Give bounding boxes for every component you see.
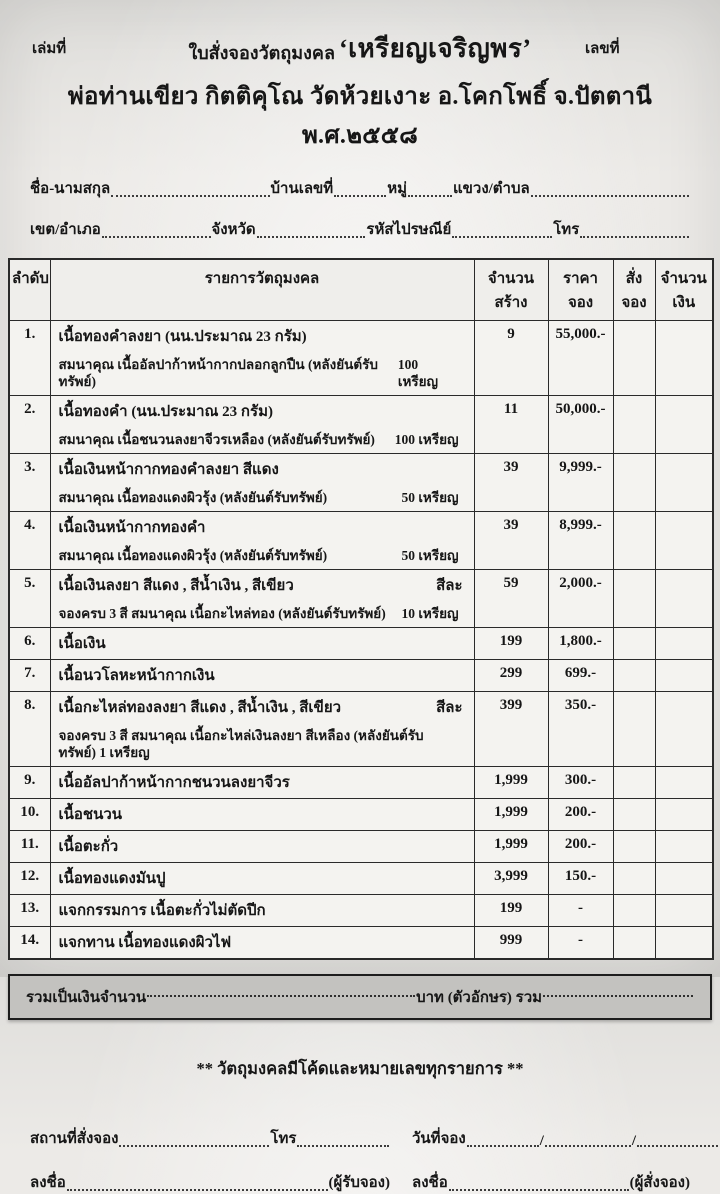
total-sum-fill-line xyxy=(543,995,693,997)
date-separator-1: / xyxy=(539,1133,544,1149)
table-row xyxy=(9,927,713,960)
row-price: 50,000.- xyxy=(548,396,613,454)
province-fill-line xyxy=(257,236,366,238)
row-item-cell xyxy=(50,570,474,628)
row-amount-cell xyxy=(655,628,713,660)
row-number: 1. xyxy=(9,321,50,396)
date-month-fill-line xyxy=(545,1145,631,1147)
house-no-fill-line xyxy=(334,195,386,197)
name-fill-line xyxy=(111,195,269,197)
row-price: 150.- xyxy=(548,863,613,895)
row-price: - xyxy=(548,927,613,960)
row-item-name: เนื้อชนวน xyxy=(58,807,123,823)
order-table-body xyxy=(9,321,713,960)
row-item-name: เนื้อนวโลหะหน้ากากเงิน xyxy=(58,668,215,684)
row-item-cell xyxy=(50,767,474,799)
postcode-fill-line xyxy=(452,236,552,238)
row-number: 12. xyxy=(9,863,50,895)
row-made-count: 39 xyxy=(474,512,548,570)
subdistrict-fill-line xyxy=(531,195,689,197)
row-number: 3. xyxy=(9,454,50,512)
order-place-label: สถานที่สั่งจอง xyxy=(30,1131,119,1147)
row-item-name: เนื้อกะไหล่ทองลงยา สีแดง , สีน้ำเงิน , สีเขียว xyxy=(58,700,342,716)
row-item-cell xyxy=(50,512,474,570)
row-price: 9,999.- xyxy=(548,454,613,512)
table-row xyxy=(9,767,713,799)
row-item-name: เนื้อทองคำ (นน.ประมาณ 23 กรัม) xyxy=(58,404,273,420)
form-title-text: ใบสั่งจองวัตถุมงคล xyxy=(188,43,335,63)
row-number: 5. xyxy=(9,570,50,628)
province-label: จังหวัด xyxy=(211,222,256,238)
row-item-cell xyxy=(50,799,474,831)
row-item-cell xyxy=(50,660,474,692)
row-item-name: เนื้อเงินหน้ากากทองคำ xyxy=(58,520,206,536)
col-header-amount: จำนวนเงิน xyxy=(655,259,713,321)
row-item-name: แจกกรรมการ เนื้อตะกั่วไม่ตัดปีก xyxy=(58,903,266,919)
row-made-count: 299 xyxy=(474,660,548,692)
phone-label: โทร xyxy=(553,222,580,238)
row-order-qty-cell xyxy=(613,799,655,831)
footer-phone-fill-line xyxy=(297,1145,389,1147)
row-made-count: 999 xyxy=(474,927,548,960)
order-table xyxy=(8,258,714,960)
row-bonus-count: 100 เหรียญ xyxy=(397,357,439,389)
row-price: 699.- xyxy=(548,660,613,692)
row-item-cell xyxy=(50,895,474,927)
row-item-name: เนื้อทองแดงมันปู xyxy=(58,871,166,887)
row-number: 6. xyxy=(9,628,50,660)
buyer-info-fields xyxy=(30,176,690,241)
table-row xyxy=(9,863,713,895)
row-bonus-note: จองครบ 3 สี สมนาคุณ เนื้อกะไหล่ทอง (หลังยันต์รับทรัพย์) xyxy=(58,606,386,621)
row-item-name: เนื้อเงิน xyxy=(58,636,106,652)
receiver-role-label: (ผู้รับจอง) xyxy=(328,1175,390,1191)
row-item-cell xyxy=(50,863,474,895)
form-header xyxy=(8,22,712,64)
row-item-right-note: สีละ xyxy=(436,578,463,594)
row-bonus-note: จองครบ 3 สี สมนาคุณ เนื้อกะไหล่เงินลงยา สีเหลือง (หลังยันต์รับทรัพย์) 1 เหรียญ xyxy=(58,728,424,760)
row-bonus-count: 50 เหรียญ xyxy=(401,490,459,505)
row-number: 14. xyxy=(9,927,50,960)
order-place-fill-line xyxy=(119,1145,269,1147)
order-place-line xyxy=(30,1126,390,1150)
row-order-qty-cell xyxy=(613,767,655,799)
table-row xyxy=(9,454,713,512)
row-made-count: 9 xyxy=(474,321,548,396)
book-no-label: เล่มที่ xyxy=(32,41,67,57)
buyer-info-line-1 xyxy=(30,176,690,200)
row-price: 200.- xyxy=(548,831,613,863)
orderer-sign-label: ลงชื่อ xyxy=(412,1175,448,1191)
house-no-label: บ้านเลขที่ xyxy=(270,181,334,197)
row-bonus-note: สมนาคุณ เนื้อชนวนลงยาจีวรเหลือง (หลังยันต์รับทรัพย์) xyxy=(58,432,375,447)
row-item-name: เนื้อทองคำลงยา (นน.ประมาณ 23 กรัม) xyxy=(58,329,307,345)
row-item-name: เนื้อเงินหน้ากากทองคำลงยา สีแดง xyxy=(58,462,279,478)
postcode-label: รหัสไปรษณีย์ xyxy=(366,222,452,238)
row-item-cell xyxy=(50,628,474,660)
table-row xyxy=(9,512,713,570)
row-item-cell xyxy=(50,454,474,512)
row-price: 300.- xyxy=(548,767,613,799)
form-footer xyxy=(30,1126,690,1194)
table-row xyxy=(9,660,713,692)
row-amount-cell xyxy=(655,895,713,927)
row-item-name: เนื้ออัลปาก้าหน้ากากชนวนลงยาจีวร xyxy=(58,775,290,791)
col-header-order-qty: สั่งจอง xyxy=(613,259,655,321)
receiver-sign-line xyxy=(30,1170,390,1194)
col-header-item: รายการวัตถุมงคล xyxy=(50,259,474,321)
row-number: 11. xyxy=(9,831,50,863)
footer-phone-label: โทร xyxy=(270,1131,297,1147)
row-amount-cell xyxy=(655,454,713,512)
total-baht-label: บาท (ตัวอักษร) รวม xyxy=(416,990,542,1006)
row-made-count: 39 xyxy=(474,454,548,512)
row-order-qty-cell xyxy=(613,321,655,396)
order-date-line xyxy=(412,1126,690,1150)
row-made-count: 199 xyxy=(474,628,548,660)
orderer-role-label: (ผู้สั่งจอง) xyxy=(629,1175,690,1191)
row-amount-cell xyxy=(655,863,713,895)
buyer-info-line-2 xyxy=(30,217,690,241)
table-row xyxy=(9,799,713,831)
row-order-qty-cell xyxy=(613,660,655,692)
row-made-count: 199 xyxy=(474,895,548,927)
row-price: 55,000.- xyxy=(548,321,613,396)
receiver-sign-fill-line xyxy=(67,1189,328,1191)
row-item-name: เนื้อเงินลงยา สีแดง , สีน้ำเงิน , สีเขียว xyxy=(58,578,294,594)
row-bonus-count: 50 เหรียญ xyxy=(401,548,459,563)
row-number: 4. xyxy=(9,512,50,570)
table-row xyxy=(9,321,713,396)
code-note: ** วัตถุมงคลมีโค้ดและหมายเลขทุกรายการ ** xyxy=(196,1059,524,1078)
coin-name: ‘เหรียญเจริญพร’ xyxy=(339,34,532,63)
row-price: 2,000.- xyxy=(548,570,613,628)
row-price: - xyxy=(548,895,613,927)
row-order-qty-cell xyxy=(613,628,655,660)
date-separator-2: / xyxy=(631,1133,637,1149)
row-amount-cell xyxy=(655,570,713,628)
row-bonus-note: สมนาคุณ เนื้อทองแดงผิวรุ้ง (หลังยันต์รับทรัพย์) xyxy=(58,490,328,505)
row-made-count: 3,999 xyxy=(474,863,548,895)
table-row xyxy=(9,895,713,927)
row-price: 8,999.- xyxy=(548,512,613,570)
row-number: 10. xyxy=(9,799,50,831)
row-price: 200.- xyxy=(548,799,613,831)
moo-label: หมู่ xyxy=(387,181,407,197)
date-day-fill-line xyxy=(467,1145,539,1147)
row-amount-cell xyxy=(655,692,713,767)
row-amount-cell xyxy=(655,660,713,692)
row-item-cell xyxy=(50,321,474,396)
row-item-right-note: สีละ xyxy=(436,700,463,716)
row-number: 2. xyxy=(9,396,50,454)
temple-subtitle: พ่อท่านเขียว กิตติคุโณ วัดห้วยเงาะ อ.โคกโพธิ์ จ.ปัตตานี พ.ศ.๒๕๕๘ xyxy=(67,84,653,149)
row-order-qty-cell xyxy=(613,895,655,927)
row-item-name: เนื้อตะกั่ว xyxy=(58,839,119,855)
receiver-sign-label: ลงชื่อ xyxy=(30,1175,66,1191)
row-made-count: 1,999 xyxy=(474,831,548,863)
row-bonus-note: สมนาคุณ เนื้อทองแดงผิวรุ้ง (หลังยันต์รับทรัพย์) xyxy=(58,548,328,563)
row-order-qty-cell xyxy=(613,927,655,960)
total-amount-fill-line xyxy=(147,995,415,997)
row-order-qty-cell xyxy=(613,831,655,863)
row-made-count: 399 xyxy=(474,692,548,767)
subdistrict-label: แขวง/ตำบล xyxy=(452,181,530,197)
col-header-index: ลำดับ xyxy=(9,259,50,321)
row-bonus-count: 100 เหรียญ xyxy=(394,432,459,447)
name-label: ชื่อ-นามสกุล xyxy=(30,181,111,197)
doc-no-label: เลขที่ xyxy=(585,41,620,57)
row-order-qty-cell xyxy=(613,692,655,767)
row-order-qty-cell xyxy=(613,570,655,628)
phone-fill-line xyxy=(580,236,689,238)
row-amount-cell xyxy=(655,396,713,454)
row-made-count: 11 xyxy=(474,396,548,454)
row-item-cell xyxy=(50,831,474,863)
row-price: 1,800.- xyxy=(548,628,613,660)
district-label: เขต/อำเภอ xyxy=(30,222,101,238)
orderer-sign-line xyxy=(412,1170,690,1194)
col-header-made-count: จำนวนสร้าง xyxy=(474,259,548,321)
col-header-price: ราคาจอง xyxy=(548,259,613,321)
row-made-count: 1,999 xyxy=(474,767,548,799)
row-amount-cell xyxy=(655,767,713,799)
date-year-fill-line xyxy=(637,1145,720,1147)
row-made-count: 59 xyxy=(474,570,548,628)
row-order-qty-cell xyxy=(613,396,655,454)
table-row xyxy=(9,831,713,863)
row-number: 9. xyxy=(9,767,50,799)
row-number: 7. xyxy=(9,660,50,692)
moo-fill-line xyxy=(408,195,452,197)
row-bonus-note: สมนาคุณ เนื้ออัลปาก้าหน้ากากปลอกลูกปืน (หลังยันต์รับทรัพย์) xyxy=(58,357,378,389)
row-made-count: 1,999 xyxy=(474,799,548,831)
row-number: 13. xyxy=(9,895,50,927)
table-row xyxy=(9,628,713,660)
row-amount-cell xyxy=(655,927,713,960)
row-amount-cell xyxy=(655,512,713,570)
table-row xyxy=(9,692,713,767)
row-item-cell xyxy=(50,692,474,767)
row-number: 8. xyxy=(9,692,50,767)
footer-left-column xyxy=(30,1126,390,1194)
footer-right-column xyxy=(412,1126,690,1194)
order-date-label: วันที่จอง xyxy=(412,1131,466,1147)
row-order-qty-cell xyxy=(613,454,655,512)
row-bonus-count: 10 เหรียญ xyxy=(401,606,459,621)
table-row xyxy=(9,396,713,454)
row-order-qty-cell xyxy=(613,512,655,570)
row-amount-cell xyxy=(655,321,713,396)
order-table-header-row xyxy=(9,259,713,321)
row-amount-cell xyxy=(655,831,713,863)
row-amount-cell xyxy=(655,799,713,831)
total-label: รวมเป็นเงินจำนวน xyxy=(26,990,147,1006)
orderer-sign-fill-line xyxy=(449,1189,629,1191)
row-item-name: แจกทาน เนื้อทองแดงผิวไฟ xyxy=(58,935,232,951)
table-row xyxy=(9,570,713,628)
row-item-cell xyxy=(50,927,474,960)
district-fill-line xyxy=(102,236,211,238)
row-order-qty-cell xyxy=(613,863,655,895)
total-band xyxy=(8,974,712,1020)
row-price: 350.- xyxy=(548,692,613,767)
row-item-cell xyxy=(50,396,474,454)
